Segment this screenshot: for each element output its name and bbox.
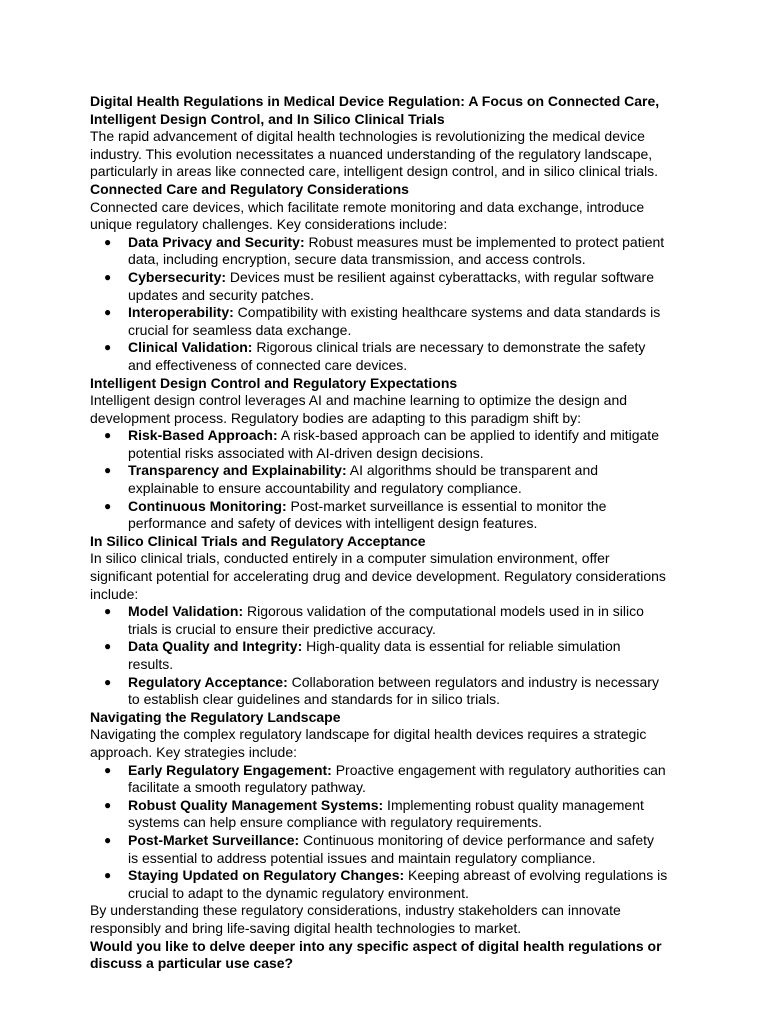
bullet-list — [90, 762, 668, 903]
bullet-icon: ● — [104, 604, 112, 619]
bullet-text: Rigorous clinical trials are necessary to demonstrate the safety and effectiveness of connected care devices. — [128, 339, 646, 373]
bullet-text: Devices must be resilient against cyberattacks, with regular software updates and security patches. — [128, 268, 655, 303]
bullet-text: Implementing robust quality management systems can help ensure compliance with regulatory requirements. — [128, 796, 644, 831]
section-heading: Navigating the Regulatory Landscape — [90, 708, 341, 725]
bullet-icon: ● — [104, 797, 112, 812]
bullet-list — [90, 603, 668, 709]
bullet-icon: ● — [104, 463, 112, 478]
section-paragraph: Connected care devices, which facilitate remote monitoring and data exchange, introduce unique regulatory challenges. Key considerations include: — [90, 198, 645, 233]
list-item — [90, 832, 668, 867]
bullet-icon: ● — [104, 498, 112, 513]
bullet-text: Collaboration between regulators and industry is necessary to establish clear guidelines and standards for in silico trials. — [128, 673, 659, 708]
bullet-text: Continuous monitoring of device performance and safety is essential to address potential issues and maintain regulatory compliance. — [128, 831, 655, 866]
list-item — [90, 462, 668, 497]
list-item — [90, 867, 668, 902]
bullet-term: Staying Updated on Regulatory Changes: — [128, 867, 405, 884]
bullet-icon: ● — [104, 762, 112, 777]
bullet-icon: ● — [104, 269, 112, 284]
bullet-list — [90, 234, 668, 375]
bullet-text: A risk-based approach can be applied to identify and mitigate potential risks associated with AI-driven design decisions. — [128, 427, 659, 461]
bullet-term: Model Validation: — [128, 603, 244, 620]
bullet-icon: ● — [104, 832, 112, 847]
bullet-text: Post-market surveillance is essential to monitor the performance and safety of devices with intelligent design features. — [128, 497, 607, 532]
bullet-term: Interoperability: — [128, 304, 234, 321]
bullet-text: High-quality data is essential for reliable simulation results. — [128, 638, 621, 672]
section-heading: Connected Care and Regulatory Considerations — [90, 180, 409, 197]
bullet-text: Robust measures must be implemented to protect patient data, including encryption, secure data transmission, and access controls. — [128, 233, 665, 268]
closing-question: Would you like to delve deeper into any specific aspect of digital health regulations or discuss a particular use case? — [90, 937, 662, 972]
conclusion-paragraph: By understanding these regulatory considerations, industry stakeholders can innovate responsibly and bring life-saving digital health technologies to market. — [90, 902, 621, 936]
list-item — [90, 427, 668, 462]
bullet-term: Data Privacy and Security: — [128, 233, 305, 250]
bullet-text: Rigorous validation of the computational models used in in silico trials is crucial to ensure their predictive accuracy. — [128, 603, 644, 637]
document-title: Digital Health Regulations in Medical Device Regulation: A Focus on Connected Care, Intelligent Design Control, and In Silico Clinical Trials — [90, 93, 660, 127]
section-paragraph: In silico clinical trials, conducted entirely in a computer simulation environment, offer significant potential for accelerating drug and device development. Regulatory considerations include: — [90, 550, 666, 602]
bullet-icon: ● — [104, 428, 112, 443]
list-item — [90, 269, 668, 304]
bullet-icon: ● — [104, 639, 112, 654]
list-item — [90, 339, 668, 374]
bullet-term: Post-Market Surveillance: — [128, 831, 300, 848]
list-item — [90, 762, 668, 797]
bullet-text: AI algorithms should be transparent and explainable to ensure accountability and regulatory compliance. — [128, 462, 599, 497]
list-item — [90, 603, 668, 638]
bullet-list — [90, 427, 668, 533]
list-item — [90, 638, 668, 673]
list-item — [90, 304, 668, 339]
intro-paragraph: The rapid advancement of digital health technologies is revolutionizing the medical device industry. This evolution necessitates a nuanced understanding of the regulatory landscape, particularly in areas like connected care, intelligent design control, and in silico clinical trials. — [90, 128, 659, 180]
bullet-term: Regulatory Acceptance: — [128, 673, 288, 690]
section-heading: Intelligent Design Control and Regulatory Expectations — [90, 374, 458, 391]
document-body — [90, 93, 668, 973]
bullet-icon: ● — [104, 868, 112, 883]
bullet-term: Clinical Validation: — [128, 339, 253, 356]
bullet-text: Compatibility with existing healthcare systems and data standards is crucial for seamless data exchange. — [128, 304, 661, 338]
list-item — [90, 674, 668, 709]
bullet-term: Cybersecurity: — [128, 268, 227, 285]
list-item — [90, 234, 668, 269]
bullet-text: Keeping abreast of evolving regulations is crucial to adapt to the dynamic regulatory environment. — [128, 867, 668, 901]
bullet-icon: ● — [104, 674, 112, 689]
list-item — [90, 498, 668, 533]
bullet-term: Continuous Monitoring: — [128, 497, 287, 514]
bullet-term: Data Quality and Integrity: — [128, 638, 303, 655]
bullet-icon: ● — [104, 234, 112, 249]
bullet-icon: ● — [104, 340, 112, 355]
section-paragraph: Navigating the complex regulatory landscape for digital health devices requires a strategic approach. Key strategies include: — [90, 726, 647, 760]
bullet-term: Transparency and Explainability: — [128, 462, 347, 479]
list-item — [90, 797, 668, 832]
bullet-term: Risk-Based Approach: — [128, 427, 278, 444]
section-heading: In Silico Clinical Trials and Regulatory Acceptance — [90, 532, 426, 549]
bullet-text: Proactive engagement with regulatory authorities can facilitate a smooth regulatory pathway. — [128, 761, 666, 796]
bullet-term: Robust Quality Management Systems: — [128, 796, 384, 813]
bullet-term: Early Regulatory Engagement: — [128, 761, 332, 778]
bullet-icon: ● — [104, 305, 112, 320]
section-paragraph: Intelligent design control leverages AI and machine learning to optimize the design and development process. Regulatory bodies are adapting to this paradigm shift by: — [90, 392, 628, 426]
